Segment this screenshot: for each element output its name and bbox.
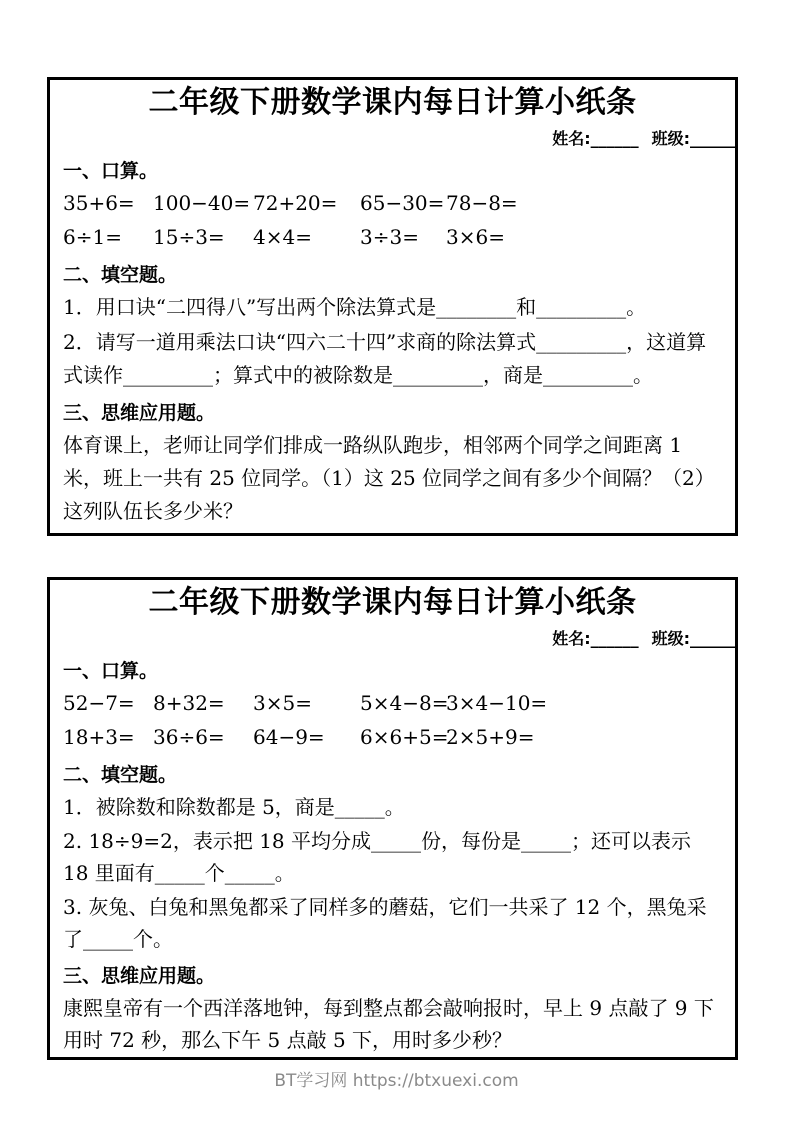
name-blank-line: ______ bbox=[590, 629, 639, 648]
oral-problem: 4×4= bbox=[253, 225, 312, 249]
application-problem-text: 体育课上，老师让同学们排成一路纵队跑步，相邻两个同学之间距离 1 米，班上一共有 25 位同学。（1）这 25 位同学之间有多少个间隔？（2）这列队伍长多少米？ bbox=[63, 433, 715, 523]
oral-problem: 64−9= bbox=[253, 725, 325, 749]
oral-problem: 3×5= bbox=[253, 691, 312, 715]
section-fill-heading: 二、填空题。 bbox=[63, 264, 178, 286]
application-problem-text: 康熙皇帝有一个西洋落地钟，每到整点都会敲响报时，早上 9 点敲了 9 下用时 72 秒，那么下午 5 点敲 5 下，用时多少秒？ bbox=[63, 996, 714, 1052]
oral-problem: 3×6= bbox=[446, 225, 505, 249]
oral-problem: 2×5+9= bbox=[446, 725, 535, 749]
name-blank-line: ______ bbox=[590, 129, 639, 148]
worksheet-card-1 bbox=[47, 77, 738, 536]
oral-problem: 6÷1= bbox=[63, 225, 122, 249]
oral-problem: 18+3= bbox=[63, 725, 135, 749]
class-label: 班级: bbox=[651, 629, 690, 648]
site-watermark-footer: BT学习网 https://btxuexi.com bbox=[274, 1071, 519, 1091]
oral-problem: 5×4−8= bbox=[360, 691, 449, 715]
oral-problem: 6×6+5= bbox=[360, 725, 449, 749]
worksheet-card-2 bbox=[47, 577, 738, 1060]
worksheet-title: 二年级下册数学课内每日计算小纸条 bbox=[148, 585, 637, 620]
oral-problem: 52−7= bbox=[63, 691, 135, 715]
oral-problem: 78−8= bbox=[446, 191, 518, 215]
oral-problem: 8+32= bbox=[153, 691, 225, 715]
oral-problem: 100−40= bbox=[153, 191, 251, 215]
oral-problem: 3×4−10= bbox=[446, 691, 548, 715]
class-blank-line: ______ bbox=[690, 129, 738, 148]
fill-blank-item: 1．被除数和除数都是 5，商是_____。 bbox=[63, 795, 405, 819]
section-fill-heading: 二、填空题。 bbox=[63, 764, 178, 786]
oral-problem: 36÷6= bbox=[153, 725, 225, 749]
oral-problems-grid bbox=[63, 186, 722, 254]
oral-problems-grid bbox=[63, 686, 722, 754]
fill-blank-item: 2. 18÷9=2，表示把 18 平均分成_____份，每份是_____；还可以表示 18 里面有_____个_____。 bbox=[63, 829, 692, 885]
class-label: 班级: bbox=[651, 129, 690, 148]
section-oral-heading: 一、口算。 bbox=[63, 660, 159, 682]
section-oral-heading: 一、口算。 bbox=[63, 160, 159, 182]
class-blank-line: ______ bbox=[690, 629, 738, 648]
worksheet-title: 二年级下册数学课内每日计算小纸条 bbox=[148, 85, 637, 120]
oral-problem: 35+6= bbox=[63, 191, 135, 215]
oral-problem: 72+20= bbox=[253, 191, 338, 215]
name-label: 姓名: bbox=[552, 629, 591, 648]
name-label: 姓名: bbox=[552, 129, 591, 148]
oral-problem: 15÷3= bbox=[153, 225, 225, 249]
section-application-heading: 三、思维应用题。 bbox=[63, 965, 216, 987]
fill-blank-item: 3. 灰兔、白兔和黑兔都采了同样多的蘑菇，它们一共采了 12 个，黑兔采了_____个。 bbox=[63, 895, 707, 951]
section-application-heading: 三、思维应用题。 bbox=[63, 402, 216, 424]
name-class-line bbox=[63, 128, 738, 150]
oral-problem: 3÷3= bbox=[360, 225, 419, 249]
fill-blank-item: 2．请写一道用乘法口诀“四六二十四”求商的除法算式_________，这道算式读作_________；算式中的被除数是_________，商是_________。 bbox=[63, 330, 707, 387]
name-class-line bbox=[63, 628, 738, 650]
oral-problem: 65−30= bbox=[360, 191, 445, 215]
fill-blank-item: 1．用口诀“二四得八”写出两个除法算式是________和_________。 bbox=[63, 295, 647, 319]
